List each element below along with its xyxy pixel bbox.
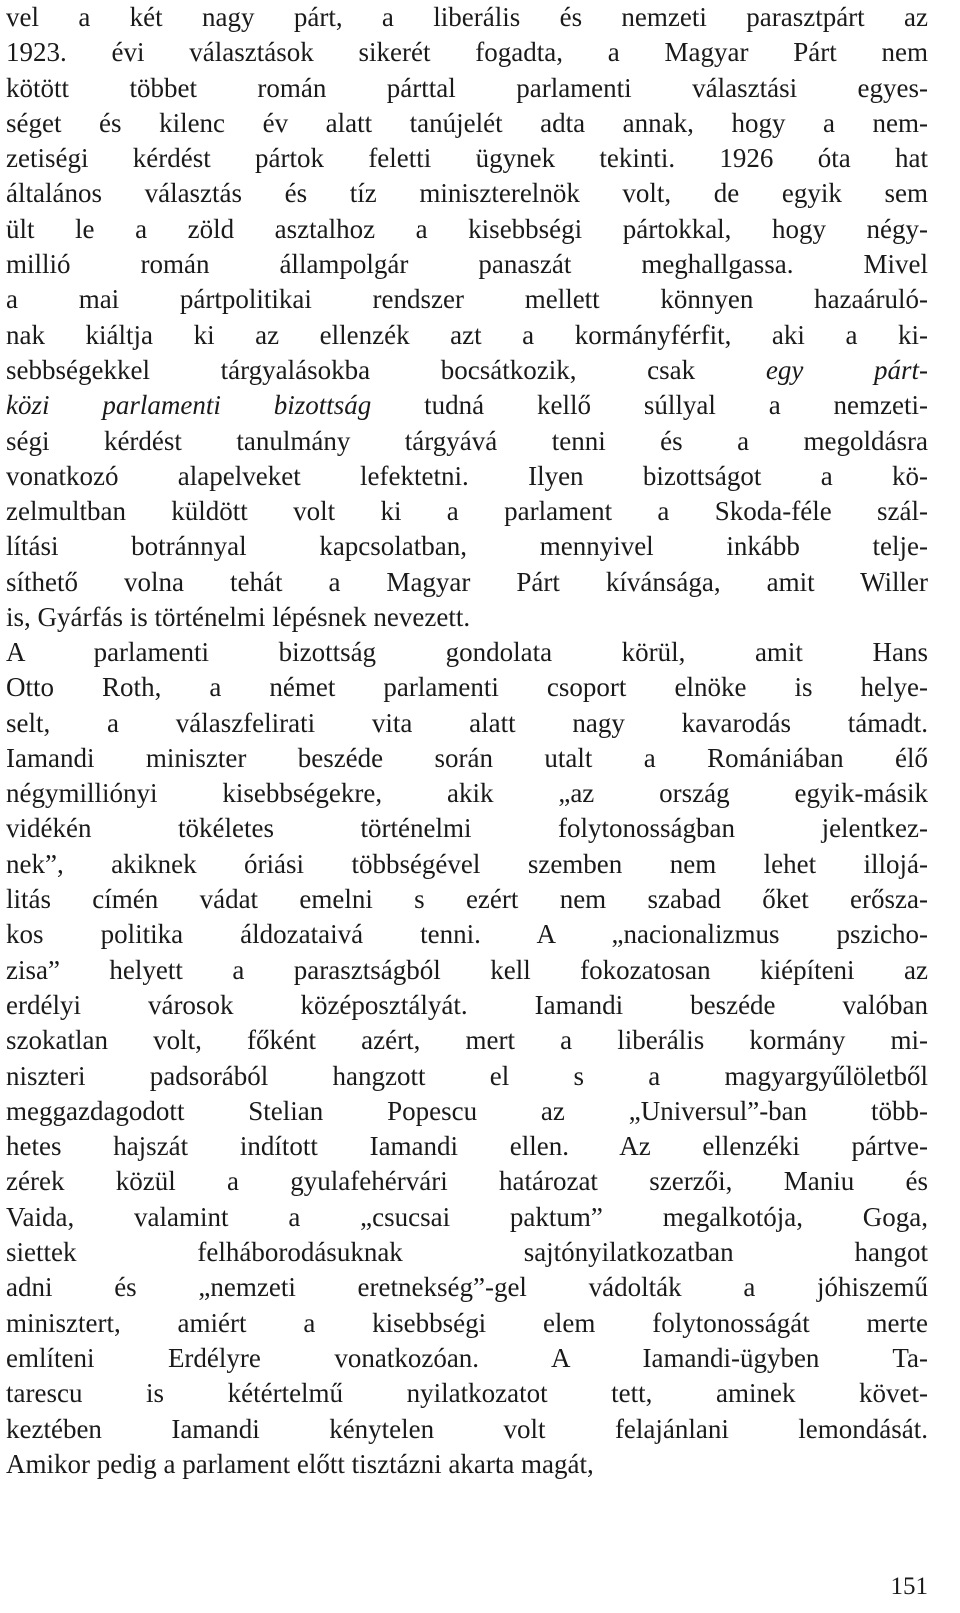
text-line: zérek közül a gyulafehérvári határozat szerzői, Maniu és [6,1166,928,1197]
text-line: zetiségi kérdést pártok feletti ügynek tekinti. 1926 óta hat [6,143,928,174]
emphasis-text: egy párt- [765,354,928,385]
text-line: szokatlan volt, főként azért, mert a liberális kormány mi- [6,1025,928,1056]
text-line: adni és „nemzeti eretnekség”-gel vádolták a jóhiszemű [6,1272,928,1303]
text-line: selt, a válaszfelirati vita alatt nagy kavarodás támadt. [6,707,928,738]
text-line: sebbségekkel tárgyalásokba bocsátkozik, csak egy párt- [6,354,928,385]
text-line: is, Gyárfás is történelmi lépésnek nevezett. [6,602,471,633]
text-line: vel a két nagy párt, a liberális és nemzeti parasztpárt az [6,2,928,32]
text-line: vidékén tökéletes történelmi folytonosságban jelentkez- [6,813,928,844]
emphasis-text: közi parlamenti bizottság [6,390,372,421]
text-line: 1923. évi választások sikerét fogadta, a Magyar Párt nem [6,37,928,68]
text-line: nek”, akiknek óriási többségével szemben nem lehet illojá- [6,848,928,879]
text-line: nak kiáltja ki az ellenzék azt a kormányférfit, aki a ki- [6,319,928,350]
text-line: kos politika áldozataivá tenni. A „nacionalizmus pszicho- [6,919,928,950]
text-line: millió román állampolgár panaszát meghallgassa. Mivel [6,249,928,280]
text-line: kötött többet román párttal parlamenti választási egyes- [6,72,928,103]
text-line: vonatkozó alapelveket lefektetni. Ilyen bizottságot a kö- [6,460,928,491]
text-line: tarescu is kétértelmű nyilatkozatot tett, aminek követ- [6,1378,928,1409]
text-line: síthető volna tehát a Magyar Párt kívánsága, amit Willer [6,566,928,597]
text-line: zelmultban küldött volt ki a parlament a Skoda-féle szál- [6,496,928,527]
text-line: közi parlamenti bizottság tudná kellő súllyal a nemzeti- [6,390,928,421]
text-line: ségi kérdést tanulmány tárgyává tenni és a megoldásra [6,425,928,456]
text-line: Otto Roth, a német parlamenti csoport elnöke is helye- [6,672,928,703]
text-line: négymilliónyi kisebbségekre, akik „az ország egyik-másik [6,778,928,809]
text-line: lítási botránnyal kapcsolatban, mennyivel inkább telje- [6,531,928,562]
paragraph-1 [6,0,928,635]
text-line: hetes hajszát indított Iamandi ellen. Az ellenzéki pártve- [6,1131,928,1162]
page-number: 151 [890,1573,928,1600]
text-line: zisa” helyett a parasztságból kell fokozatosan kiépíteni az [6,954,928,985]
text-line: minisztert, amiért a kisebbségi elem folytonosságát merte [6,1307,928,1338]
text-line: A parlamenti bizottság gondolata körül, amit Hans [6,637,928,667]
text-line: ült le a zöld asztalhoz a kisebbségi pártokkal, hogy négy- [6,213,928,244]
text-line: siettek felháborodásuknak sajtónyilatkozatban hangot [6,1237,928,1268]
text-line: niszteri padsorából hangzott el s a magyargyűlöletből [6,1060,928,1091]
text-line: a mai pártpolitikai rendszer mellett könnyen hazaáruló- [6,284,928,315]
text-line: meggazdagodott Stelian Popescu az „Universul”-ban több- [6,1095,928,1126]
text-line: litás címén vádat emelni s ezért nem szabad őket erősza- [6,884,928,915]
text-line: séget és kilenc év alatt tanújelét adta annak, hogy a nem- [6,107,928,138]
text-line: keztében Iamandi kénytelen volt felajánlani lemondását. [6,1413,928,1444]
paragraph-2 [6,635,928,1482]
text-line: általános választás és tíz miniszterelnök volt, de egyik sem [6,178,928,209]
text-line: Iamandi miniszter beszéde során utalt a Romániában élő [6,742,928,773]
text-line: Amikor pedig a parlament előtt tisztázni akarta magát, [6,1448,594,1479]
text-line: említeni Erdélyre vonatkozóan. A Iamandi-ügyben Ta- [6,1342,928,1373]
text-line: Vaida, valamint a „csucsai paktum” megalkotója, Goga, [6,1201,928,1232]
text-line: erdélyi városok középosztályát. Iamandi beszéde valóban [6,989,928,1020]
